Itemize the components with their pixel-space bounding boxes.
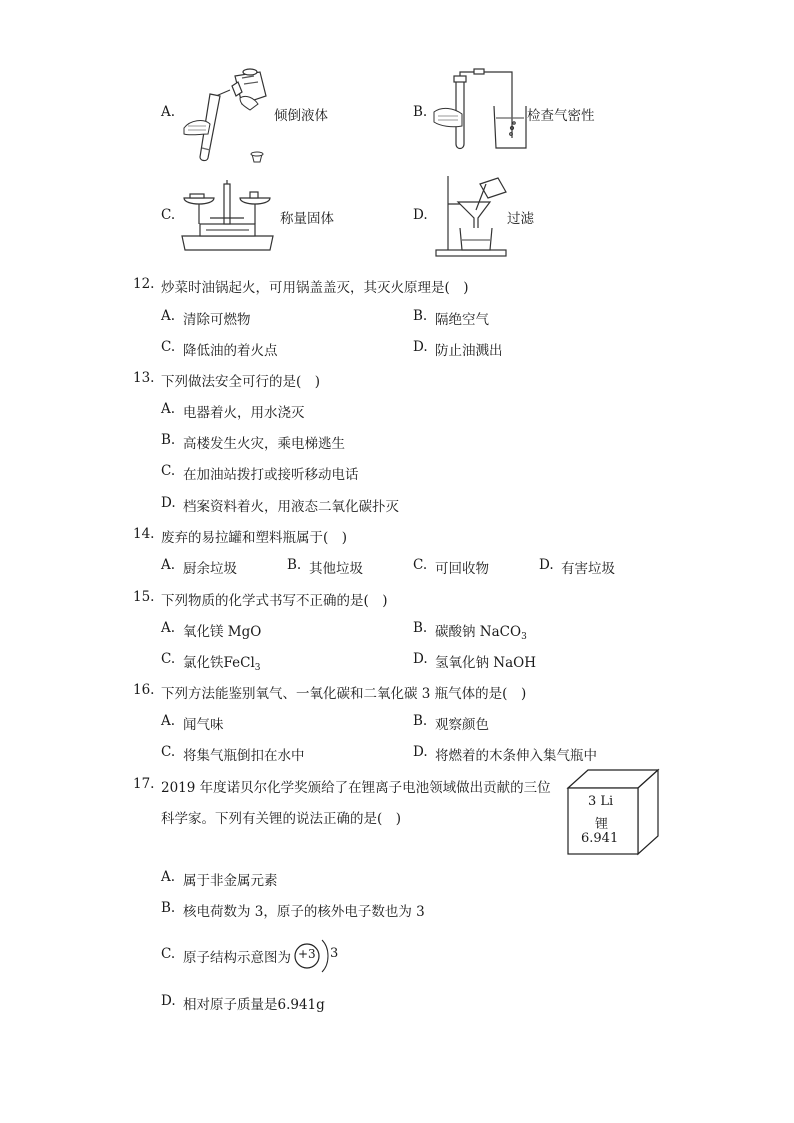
question-stem-line-2: 科学家。下列有关锂的说法正确的是( ): [161, 811, 402, 827]
option-text: 观察颜色: [435, 717, 489, 733]
option-text: 电器着火，用水浇灭: [183, 405, 305, 421]
option-text: 防止油溅出: [435, 343, 503, 359]
option-text: 清除可燃物: [183, 312, 251, 328]
question-stem: 下列物质的化学式书写不正确的是( ): [161, 593, 388, 609]
option-letter: C.: [161, 946, 176, 962]
option-text: 在加油站拨打或接听移动电话: [183, 467, 359, 483]
airtightness-check-figure: [432, 68, 527, 153]
option-letter: A.: [161, 557, 176, 573]
question-stem: 炒菜时油锅起火，可用锅盖盖灭，其灭火原理是( ): [161, 280, 469, 296]
option-text: 其他垃圾: [309, 561, 363, 577]
option-text: 降低油的着火点: [183, 343, 278, 359]
option-text: 闻气味: [183, 717, 224, 733]
option-letter: A.: [161, 104, 176, 120]
option-text: 属于非金属元素: [183, 873, 278, 889]
option-text: 过滤: [507, 211, 534, 227]
question-stem: 废弃的易拉罐和塑料瓶属于( ): [161, 530, 348, 546]
nucleus-charge: +3: [298, 947, 316, 961]
element-name: 锂: [595, 817, 609, 832]
option-letter: A.: [161, 308, 176, 324]
subscript: 3: [521, 632, 527, 642]
option-text: 相对原子质量是6.941g: [183, 997, 325, 1013]
option-text: 档案资料着火，用液态二氧化碳扑灭: [183, 499, 399, 515]
option-text: 将集气瓶倒扣在水中: [183, 748, 305, 764]
option-letter: D.: [413, 651, 428, 667]
filtration-figure: [434, 174, 514, 259]
option-letter: D.: [539, 557, 554, 573]
option-letter: B.: [161, 900, 176, 916]
option-text: 称量固体: [280, 211, 334, 227]
option-text: 隔绝空气: [435, 312, 489, 328]
pouring-liquid-figure: [180, 68, 270, 163]
option-letter: D.: [413, 339, 428, 355]
lithium-element-card: [566, 768, 662, 856]
element-atomic-mass: 6.941: [581, 831, 619, 846]
option-letter: B.: [413, 713, 428, 729]
question-number: 16.: [133, 682, 155, 698]
atomic-structure-diagram: [292, 934, 342, 978]
subscript: 3: [254, 663, 261, 673]
option-text: 厨余垃圾: [183, 561, 237, 577]
option-letter: C.: [413, 557, 428, 573]
option-letter: C.: [161, 339, 176, 355]
option-letter: B.: [413, 308, 428, 324]
question-number: 13.: [133, 370, 155, 386]
option-letter: D.: [161, 993, 176, 1009]
question-number: 17.: [133, 776, 155, 792]
option-letter: B.: [287, 557, 302, 573]
option-letter: A.: [161, 713, 176, 729]
element-number-symbol: 3 Li: [588, 794, 614, 809]
option-text: 高楼发生火灾，乘电梯逃生: [183, 436, 345, 452]
option-text: 检查气密性: [527, 108, 595, 124]
question-stem: 下列方法能鉴别氧气、一氧化碳和二氧化碳 3 瓶气体的是( ): [161, 686, 527, 702]
option-letter: C.: [161, 651, 176, 667]
option-letter: B.: [413, 104, 428, 120]
option-letter: C.: [161, 463, 176, 479]
option-text: 氧化镁 MgO: [183, 624, 262, 640]
question-stem-line-1: 2019 年度诺贝尔化学奖颁给了在锂离子电池领域做出贡献的三位: [161, 780, 551, 796]
option-text: 碳酸钠 NaCO$_3$: [435, 624, 527, 642]
option-text: 有害垃圾: [561, 561, 615, 577]
option-letter: A.: [161, 620, 176, 636]
option-text: 可回收物: [435, 561, 489, 577]
option-letter: D.: [413, 744, 428, 760]
option-letter: A.: [161, 869, 176, 885]
question-stem: 下列做法安全可行的是( ): [161, 374, 321, 390]
shell-electron-count: 3: [330, 946, 339, 961]
balance-scale-figure: [180, 180, 275, 252]
option-letter: B.: [413, 620, 428, 636]
option-text: 氯化铁FeCl$_3$: [183, 655, 261, 673]
option-text: 原子结构示意图为: [183, 950, 291, 966]
option-text: 核电荷数为 3，原子的核外电子数也为 3: [183, 904, 425, 920]
option-letter: B.: [161, 432, 176, 448]
option-text: 将燃着的木条伸入集气瓶中: [435, 748, 597, 764]
option-letter: A.: [161, 401, 176, 417]
option-letter: D.: [161, 495, 176, 511]
question-number: 14.: [133, 526, 155, 542]
question-number: 12.: [133, 276, 155, 292]
option-letter: C.: [161, 207, 176, 223]
option-letter: C.: [161, 744, 176, 760]
option-letter: D.: [413, 207, 428, 223]
question-number: 15.: [133, 589, 155, 605]
option-text: 倾倒液体: [274, 108, 328, 124]
option-text: 氢氧化钠 NaOH: [435, 655, 536, 671]
